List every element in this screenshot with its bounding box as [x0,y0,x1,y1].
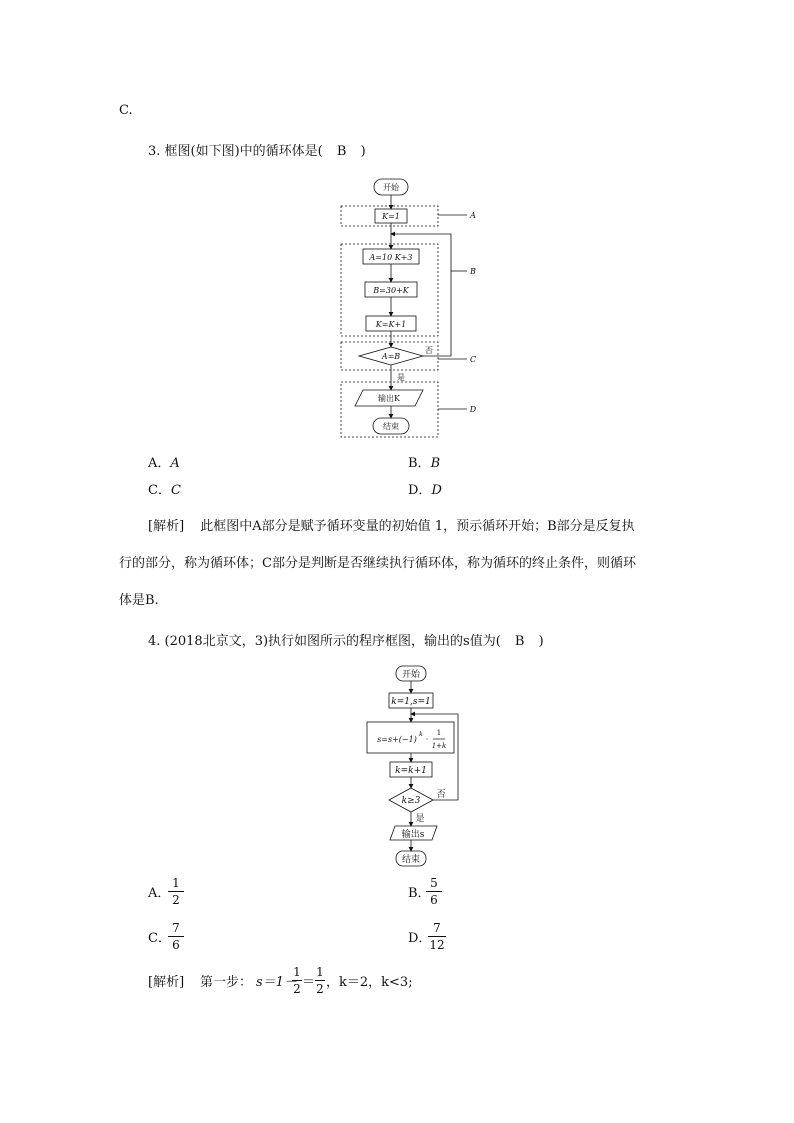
q4-stem-text: 4. (2018北京文，3)执行如图所示的程序框图，输出的s值为( [148,634,501,649]
option-value: A [170,456,180,471]
q4-answer: B [514,634,525,649]
q3-step3-label: K=K+1 [375,320,407,329]
q4-analysis-step: 第一步： [200,975,253,990]
q4-step2-label: k=k+1 [395,766,427,776]
q3-analysis-line3: 体是B. [119,593,159,608]
option-value: C [170,483,181,498]
q4-step1-dot: · [425,735,429,744]
q3-step2-label: B=30+K [373,286,409,295]
q4-option-d-key: D． [408,931,432,946]
q4-init-label: k=1,s=1 [391,697,431,707]
q3-step1-label: A=10 K+3 [369,253,413,262]
q3-answer: B [336,144,347,159]
numerator: 1 [172,876,180,890]
q4-analysis-fraction2 [315,965,325,996]
q4-option-d-fraction [428,921,446,952]
option-key: B． [408,456,431,471]
q4-cond-label: k≥3 [401,796,421,806]
numerator: 1 [293,965,301,979]
q4-option-a-fraction [168,876,184,907]
q3-yes-label: 是 [397,373,405,382]
denominator: 6 [172,938,180,952]
denominator: 2 [172,893,180,907]
option-key: A． [148,456,171,471]
q3-stem [148,144,366,160]
q3-analysis-line2: 行的部分，称为循环体；C部分是判断是否继续执行循环体，称为循环的终止条件，则循环 [119,556,636,571]
option-value: B [430,456,441,471]
denominator: 2 [316,982,324,996]
option-key: C． [148,483,171,498]
q4-end-label: 结束 [401,855,421,865]
q4-analysis-fraction1 [292,965,302,996]
q4-step1-numerator: 1 [436,729,442,737]
denominator: 6 [430,893,438,907]
q3-option-b [408,456,440,472]
q4-option-b-fraction [426,876,442,907]
q3-init-label: K=1 [382,212,400,221]
q4-analysis-tag: [解析] [148,975,185,990]
q4-start-label: 开始 [401,670,421,680]
q3-flowchart [330,172,490,442]
q4-stem [148,634,544,650]
q4-flowchart [355,662,475,872]
q3-end-label: 结束 [383,422,399,431]
q4-step1-exponent: k [419,731,423,738]
numerator: 7 [433,921,441,935]
option-key: D． [408,483,432,498]
q3-cond-label: A=B [381,352,401,361]
q4-option-c-key: C． [148,931,171,946]
q3-region-label-c: C [469,355,477,364]
numerator: 7 [172,921,180,935]
q4-analysis-tail: ，k＝2，k<3; [326,975,413,990]
q4-no-label: 否 [436,790,446,800]
q3-option-c [148,483,181,499]
analysis-text: 此框图中A部分是赋予循环变量的初始值 1，预示循环开始；B部分是反复执 [200,519,635,534]
q4-step1-label: s=s+(−1) [377,735,417,744]
q4-step1-denominator: 1+k [431,742,447,750]
q4-yes-label: 是 [415,814,425,824]
q4-option-c-fraction [168,921,184,952]
q4-analysis-equals: ＝ [302,975,316,990]
previous-answer: C. [119,103,133,118]
q4-analysis-expr: s＝1－ [256,975,297,990]
q3-start-label: 开始 [383,183,399,192]
q3-option-d [408,483,442,499]
q3-analysis-line1 [148,519,635,535]
q3-stem-text: 3. 框图(如下图)中的循环体是( [148,144,323,159]
q3-output-label: 输出K [378,394,400,403]
q3-stem-close: ) [360,144,366,159]
denominator: 12 [429,938,445,952]
denominator: 2 [293,982,301,996]
numerator: 5 [430,876,438,890]
q4-option-b-key: B． [408,886,431,901]
q3-region-label-d: D [469,405,477,414]
q4-output-label: 输出s [401,830,425,840]
analysis-tag: [解析] [148,519,185,534]
option-value: D [431,483,442,498]
q3-option-a [148,456,180,472]
q3-region-label-b: B [470,267,476,276]
q3-no-label: 否 [425,346,433,355]
numerator: 1 [316,965,324,979]
q4-stem-close: ) [538,634,544,649]
q4-option-a-key: A． [148,886,171,901]
q3-region-label-a: A [470,211,476,220]
